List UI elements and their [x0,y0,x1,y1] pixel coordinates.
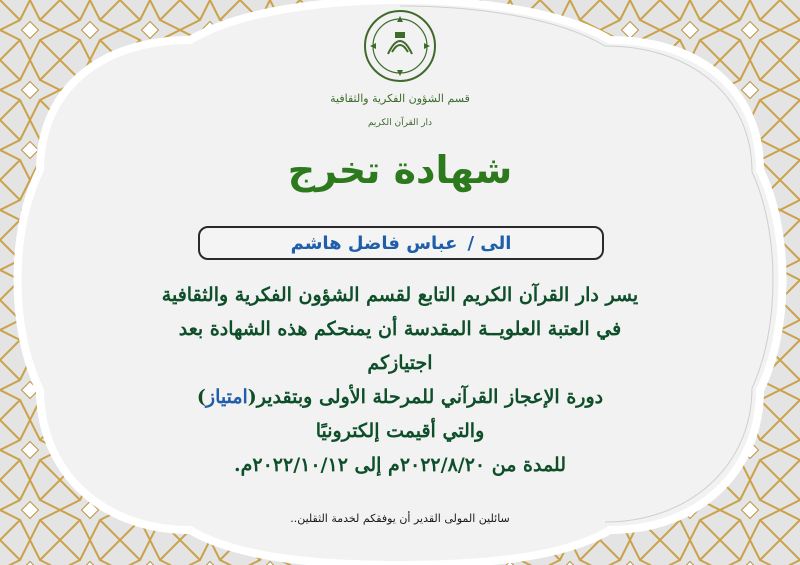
body-line-4: والتي أقيمت إلكترونيًا [315,420,485,442]
recipient-prefix: الى / [467,232,512,254]
certificate-body [150,278,650,482]
closing-prayer: سائلين المولى القدير أن يوفقكم لخدمة الثقلين.. [290,512,510,525]
grade-text: امتياز [205,386,248,408]
certificate-title: شهادة تخرج [287,148,513,192]
body-line-5: للمدة من ٢٠٢٢/٨/٢٠م إلى ٢٠٢٢/١٠/١٢م. [233,454,567,476]
body-line-3-pre: دورة الإعجاز القرآني للمرحلة الأولى وبتقدير( [247,386,604,408]
body-line-2: في العتبة العلويــة المقدسة أن يمنحكم هذه الشهادة بعد اجتيازكم [178,318,622,374]
body-line-1: يسر دار القرآن الكريم التابع لقسم الشؤون الفكرية والثقافية [161,284,639,306]
body-line-3 [150,380,650,414]
department-subtitle: دار القرآن الكريم [367,118,433,128]
body-line-3-post: ) [196,386,206,408]
department-name: قسم الشؤون الفكرية والثقافية [330,92,470,105]
recipient-name: عباس فاضل هاشم [290,232,458,254]
shrine-seal-logo [362,8,438,84]
recipient-box [198,226,604,260]
